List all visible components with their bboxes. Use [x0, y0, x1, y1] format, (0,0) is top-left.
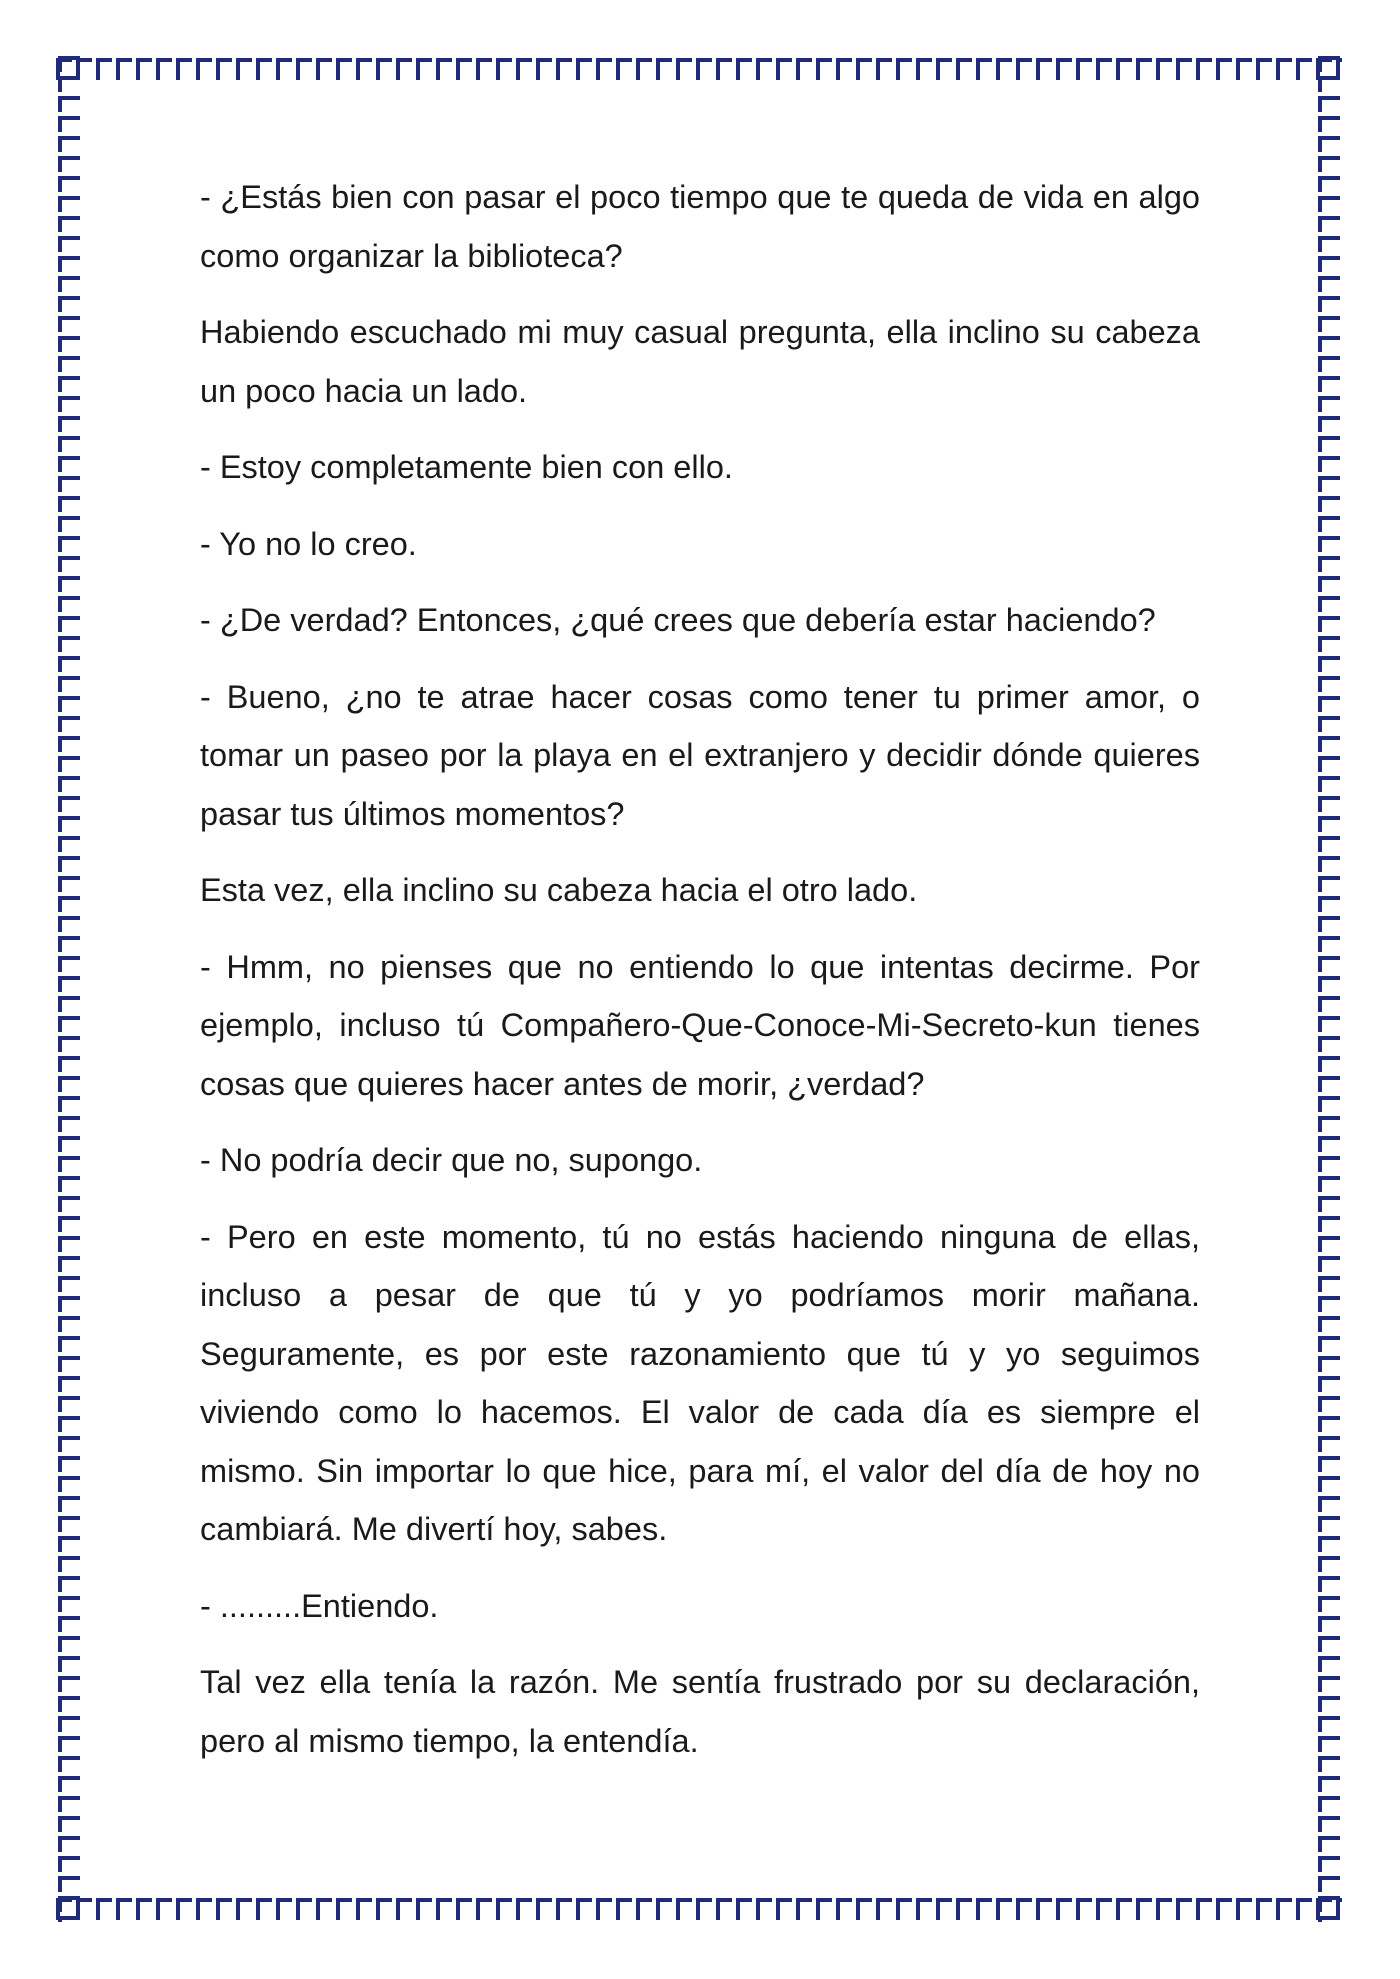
page-body — [200, 168, 1200, 1788]
paragraph-3: - Estoy completamente bien con ello. — [200, 449, 733, 485]
border-top — [56, 56, 1342, 82]
paragraph-1: - ¿Estás bien con pasar el poco tiempo que te queda de vida en algo como organizar la biblioteca? — [200, 179, 1200, 274]
border-right — [1316, 56, 1342, 1922]
paragraph-8: - Hmm, no pienses que no entiendo lo que intentas decirme. Por ejemplo, incluso tú Compañero-Que-Conoce-Mi-Secreto-kun tienes cosas que quieres hacer antes de morir, ¿verdad? — [200, 948, 1200, 1102]
border-bottom — [56, 1896, 1342, 1922]
paragraph-7: Esta vez, ella inclino su cabeza hacia el otro lado. — [200, 872, 918, 908]
border-left — [56, 56, 82, 1922]
paragraph-6: - Bueno, ¿no te atrae hacer cosas como tener tu primer amor, o tomar un paseo por la playa en el extranjero y decidir dónde quieres pasar tus últimos momentos? — [200, 678, 1200, 832]
paragraph-12: Tal vez ella tenía la razón. Me sentía frustrado por su declaración, pero al mismo tiempo, la entendía. — [200, 1664, 1200, 1759]
paragraph-4: - Yo no lo creo. — [200, 525, 417, 562]
paragraph-11: - .........Entiendo. — [200, 1587, 439, 1624]
paragraph-9: - No podría decir que no, supongo. — [200, 1142, 703, 1178]
paragraph-2: Habiendo escuchado mi muy casual pregunta, ella inclino su cabeza un poco hacia un lado. — [200, 314, 1200, 409]
paragraph-10: - Pero en este momento, tú no estás haciendo ninguna de ellas, incluso a pesar de que tú y yo podríamos morir mañana. Seguramente, es por este razonamiento que tú y yo seguimos viviendo como lo hacemos. El valor de cada día es siempre el mismo. Sin importar lo que hice, para mí, el valor del día de hoy no cambiará. Me divertí hoy, sabes. — [200, 1218, 1200, 1547]
paragraph-5: - ¿De verdad? Entonces, ¿qué crees que debería estar haciendo? — [200, 602, 1156, 638]
